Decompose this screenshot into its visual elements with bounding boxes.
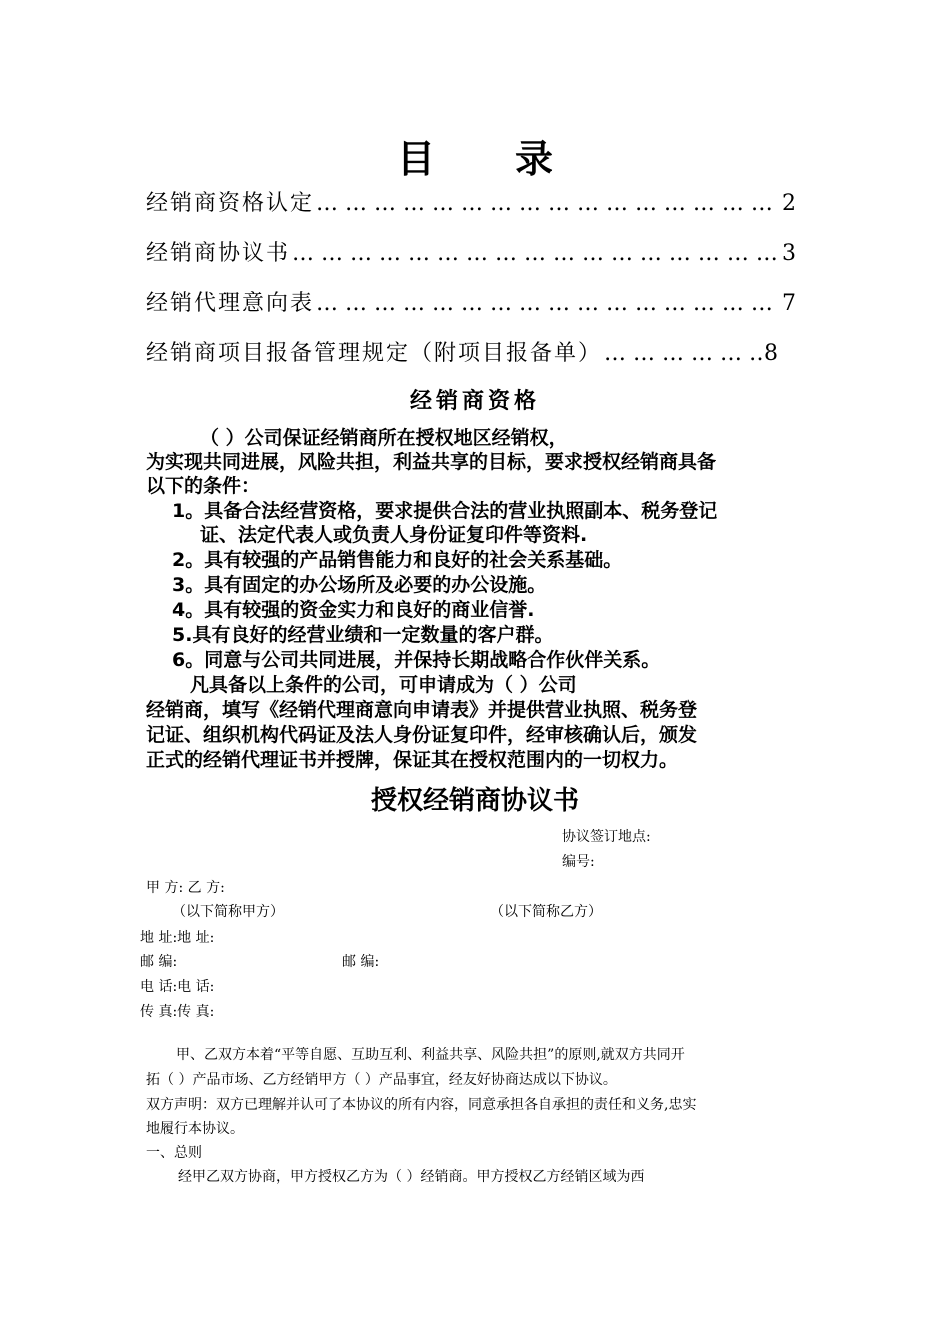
fax-label: 传 真:传 真: (140, 1004, 215, 1020)
qualification-item-1-line-2: 证、法定代表人或负责人身份证复印件等资料. (200, 524, 588, 546)
agreement-number-label: 编号: (562, 854, 595, 870)
toc-item-label: 经销代理意向表 (146, 291, 315, 316)
agreement-para-line-2: 拓（ ）产品市场、乙方经销甲方（ ）产品事宜，经友好协商达成以下协议。 (146, 1072, 617, 1088)
qualification-closing-line-2: 经销商，填写《经销代理商意向申请表》并提供营业执照、税务登 (146, 699, 698, 721)
qualification-item-2: 2。具有较强的产品销售能力和良好的社会关系基础。 (172, 549, 623, 571)
party-a-note: （以下简称甲方） (172, 904, 284, 920)
toc-item-qualification[interactable] (146, 186, 796, 217)
section-general-heading: 一、总则 (146, 1145, 202, 1161)
toc-leader-dots (316, 191, 780, 216)
toc-item-label: 经销商项目报备管理规定（附项目报备单） (146, 341, 603, 366)
toc-item-page: 2 (782, 191, 796, 216)
agreement-para-line-4: 地履行本协议。 (146, 1121, 244, 1137)
postcode-a-label: 邮 编: (140, 954, 178, 970)
toc-leader-dots (604, 341, 762, 366)
qualification-closing-line-3: 记证、组织机构代码证及法人身份证复印件，经审核确认后，颁发 (146, 724, 698, 746)
postcode-b-label: 邮 编: (342, 954, 380, 970)
toc-item-label: 经销商资格认定 (146, 191, 315, 216)
toc-title (0, 128, 950, 183)
address-label: 地 址:地 址: (140, 930, 215, 946)
toc-item-page: 7 (782, 291, 796, 316)
toc-item-intention-form[interactable] (146, 286, 796, 317)
qualification-item-1-line-1: 1。具备合法经营资格，要求提供合法的营业执照副本、税务登记 (172, 500, 718, 522)
toc-leader-dots (316, 291, 780, 316)
qualification-intro-line-1: （ ）公司保证经销商所在授权地区经销权， (200, 427, 568, 449)
qualification-title: 经销商资格 (409, 388, 540, 414)
qualification-item-4: 4。具有较强的资金实力和良好的商业信誉. (172, 599, 535, 621)
toc-item-agreement[interactable] (146, 236, 796, 267)
agreement-para-line-3: 双方声明：双方已理解并认可了本协议的所有内容，同意承担各自承担的责任和义务,忠实 (146, 1097, 697, 1113)
toc-item-label: 经销商协议书 (146, 241, 291, 266)
qualification-intro-line-2: 为实现共同进展，风险共担，利益共享的目标，要求授权经销商具备 (146, 451, 717, 473)
party-label: 甲 方: 乙 方: (146, 880, 225, 896)
qualification-closing-line-4: 正式的经销代理证书并授牌，保证其在授权范围内的一切权力。 (146, 749, 679, 771)
toc-title-char-1: 目 (396, 137, 435, 181)
qualification-item-6: 6。同意与公司共同进展，并保持长期战略合作伙伴关系。 (172, 649, 661, 671)
qualification-intro-line-3: 以下的条件： (146, 475, 261, 497)
toc-item-page: 8 (764, 341, 778, 366)
qualification-closing-line-1: 凡具备以上条件的公司，可申请成为（ ）公司 (190, 674, 577, 696)
party-b-note: （以下简称乙方） (490, 904, 602, 920)
qualification-item-3: 3。具有固定的办公场所及必要的办公设施。 (172, 574, 547, 596)
agreement-para-line-1: 甲、乙双方本着“平等自愿、互助互利、利益共享、风险共担”的原则,就双方共同开 (176, 1047, 685, 1063)
section-general-text: 经甲乙双方协商，甲方授权乙方为（ ）经销商。甲方授权乙方经销区域为西 (178, 1169, 645, 1185)
phone-label: 电 话:电 话: (140, 979, 215, 995)
toc-item-project-registration[interactable] (146, 336, 778, 367)
sign-place-label: 协议签订地点: (562, 829, 651, 845)
qualification-item-5: 5.具有良好的经营业绩和一定数量的客户群。 (172, 624, 554, 646)
toc-item-page: 3 (782, 241, 796, 266)
toc-leader-dots (292, 241, 780, 266)
toc-title-char-2: 录 (515, 137, 554, 181)
agreement-title: 授权经销商协议书 (370, 786, 579, 816)
